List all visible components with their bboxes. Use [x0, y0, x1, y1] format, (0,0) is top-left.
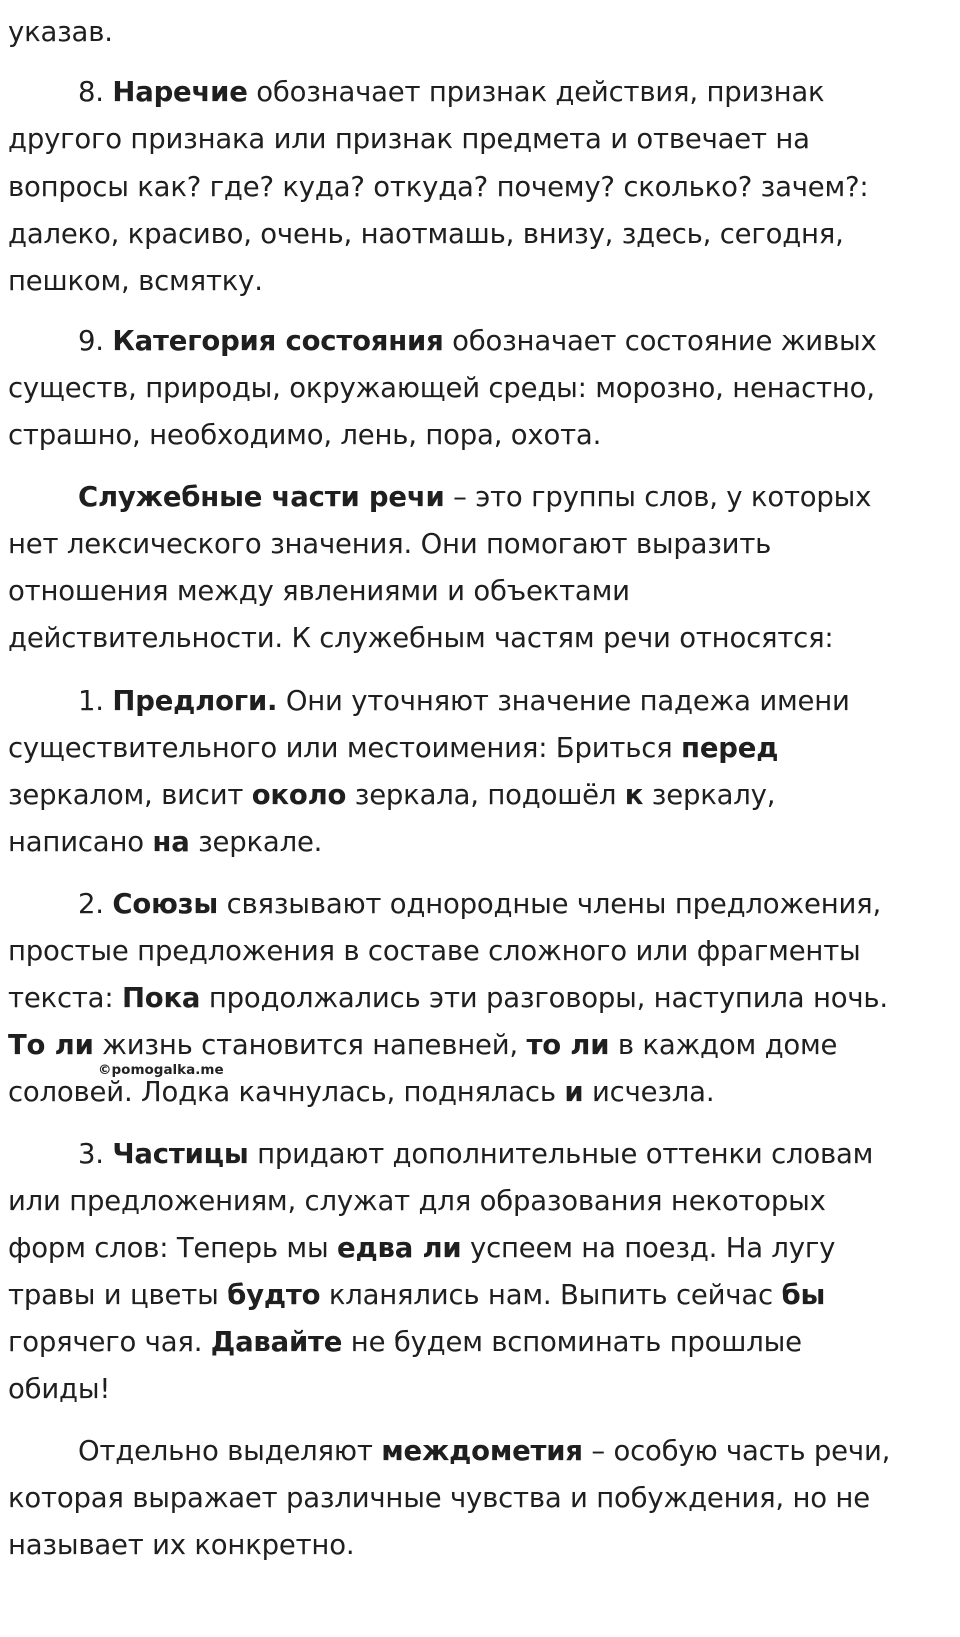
text-segment: страшно, необходимо, лень, пора, охота. — [8, 419, 602, 451]
bold-term: Наречие — [112, 76, 248, 108]
text-segment: травы и цветы — [8, 1279, 228, 1311]
bold-term: будто — [227, 1279, 321, 1311]
text-segment: Отдельно выделяют — [78, 1435, 382, 1467]
bold-term: на — [152, 826, 190, 858]
text-line — [8, 1177, 826, 1225]
text-segment: исчезла. — [583, 1076, 715, 1108]
text-segment: зеркалу, — [643, 779, 776, 811]
text-segment: продолжались эти разговоры, наступила ночь. — [200, 982, 888, 1014]
text-segment: существительного или местоимения: Бриться — [8, 732, 682, 764]
text-segment: обозначает состояние живых — [443, 325, 877, 357]
text-segment: 9. — [78, 325, 113, 357]
text-segment: кланялись нам. Выпить сейчас — [320, 1279, 782, 1311]
text-line — [8, 411, 601, 459]
text-segment: простые предложения в составе сложного или фрагменты — [8, 935, 861, 967]
text-line — [8, 115, 810, 163]
text-line — [78, 880, 881, 928]
text-segment: 3. — [78, 1138, 113, 1170]
bold-term: и — [564, 1076, 584, 1108]
text-segment: – особую часть речи, — [582, 1435, 891, 1467]
text-line — [78, 317, 877, 365]
bold-term: то ли — [526, 1029, 610, 1061]
text-line — [8, 974, 888, 1022]
text-line — [8, 1474, 870, 1522]
text-line — [8, 1224, 835, 1272]
text-line — [78, 1427, 890, 1475]
text-line — [8, 520, 771, 568]
text-segment: написано — [8, 826, 153, 858]
text-line — [8, 1521, 354, 1569]
text-line — [8, 364, 875, 412]
text-segment: действительности. К служебным частям речи относятся: — [8, 622, 834, 654]
text-line — [78, 677, 850, 725]
bold-term: бы — [781, 1279, 826, 1311]
text-segment: 8. — [78, 76, 113, 108]
bold-term: Союзы — [112, 888, 219, 920]
text-segment: отношения между явлениями и объектами — [8, 575, 630, 607]
text-segment: Они уточняют значение падежа имени — [277, 685, 850, 717]
text-segment: указав. — [8, 16, 113, 48]
text-segment: обиды! — [8, 1373, 111, 1405]
text-segment: пешком, всмятку. — [8, 265, 263, 297]
text-line — [8, 257, 263, 305]
text-segment: связывают однородные члены предложения, — [218, 888, 882, 920]
text-segment: вопросы как? где? куда? откуда? почему? сколько? зачем?: — [8, 171, 869, 203]
text-segment: придают дополнительные оттенки словам — [248, 1138, 874, 1170]
bold-term: То ли — [8, 1029, 94, 1061]
text-segment: зеркала, подошёл — [346, 779, 625, 811]
bold-term: Давайте — [210, 1326, 343, 1358]
text-segment: 2. — [78, 888, 113, 920]
text-segment: существ, природы, окружающей среды: морозно, ненастно, — [8, 372, 875, 404]
bold-term: Частицы — [112, 1138, 249, 1170]
bold-term: Служебные части речи — [78, 481, 445, 513]
text-line — [8, 567, 630, 615]
text-line — [8, 1365, 110, 1413]
text-segment: текста: — [8, 982, 122, 1014]
text-segment: соловей. Лодка качнулась, поднялась — [8, 1076, 565, 1108]
text-line — [8, 8, 113, 56]
watermark: ©pomogalka.me — [98, 1062, 224, 1078]
text-line — [8, 927, 861, 975]
text-segment: в каждом доме — [609, 1029, 838, 1061]
bold-term: Категория состояния — [112, 325, 444, 357]
text-line — [8, 818, 322, 866]
text-segment: обозначает признак действия, признак — [247, 76, 825, 108]
text-line — [8, 771, 775, 819]
text-line — [8, 1271, 825, 1319]
text-line — [78, 68, 824, 116]
text-line — [8, 614, 833, 662]
text-segment: горячего чая. — [8, 1326, 211, 1358]
text-segment: или предложениям, служат для образования некоторых — [8, 1185, 826, 1217]
text-segment: нет лексического значения. Они помогают выразить — [8, 528, 772, 560]
text-segment: которая выражает различные чувства и побуждения, но не — [8, 1482, 870, 1514]
bold-term: едва ли — [337, 1232, 462, 1264]
text-segment: форм слов: Теперь мы — [8, 1232, 338, 1264]
text-segment: другого признака или признак предмета и отвечает на — [8, 123, 810, 155]
text-line — [78, 1130, 873, 1178]
text-line — [8, 163, 869, 211]
text-line — [78, 473, 871, 521]
text-segment: зеркале. — [189, 826, 323, 858]
bold-term: Предлоги. — [112, 685, 278, 717]
text-segment: – это группы слов, у которых — [444, 481, 872, 513]
text-segment: жизнь становится напевней, — [93, 1029, 527, 1061]
bold-term: Пока — [121, 982, 201, 1014]
text-line — [8, 1318, 802, 1366]
bold-term: перед — [681, 732, 779, 764]
text-segment: успеем на поезд. На лугу — [461, 1232, 836, 1264]
text-segment: зеркалом, висит — [8, 779, 252, 811]
text-line — [8, 210, 844, 258]
text-segment: далеко, красиво, очень, наотмашь, внизу, здесь, сегодня, — [8, 218, 844, 250]
text-segment: не будем вспоминать прошлые — [342, 1326, 802, 1358]
bold-term: междометия — [381, 1435, 583, 1467]
text-segment: 1. — [78, 685, 113, 717]
text-segment: называет их конкретно. — [8, 1529, 355, 1561]
bold-term: около — [251, 779, 347, 811]
text-line — [8, 724, 778, 772]
bold-term: к — [624, 779, 644, 811]
